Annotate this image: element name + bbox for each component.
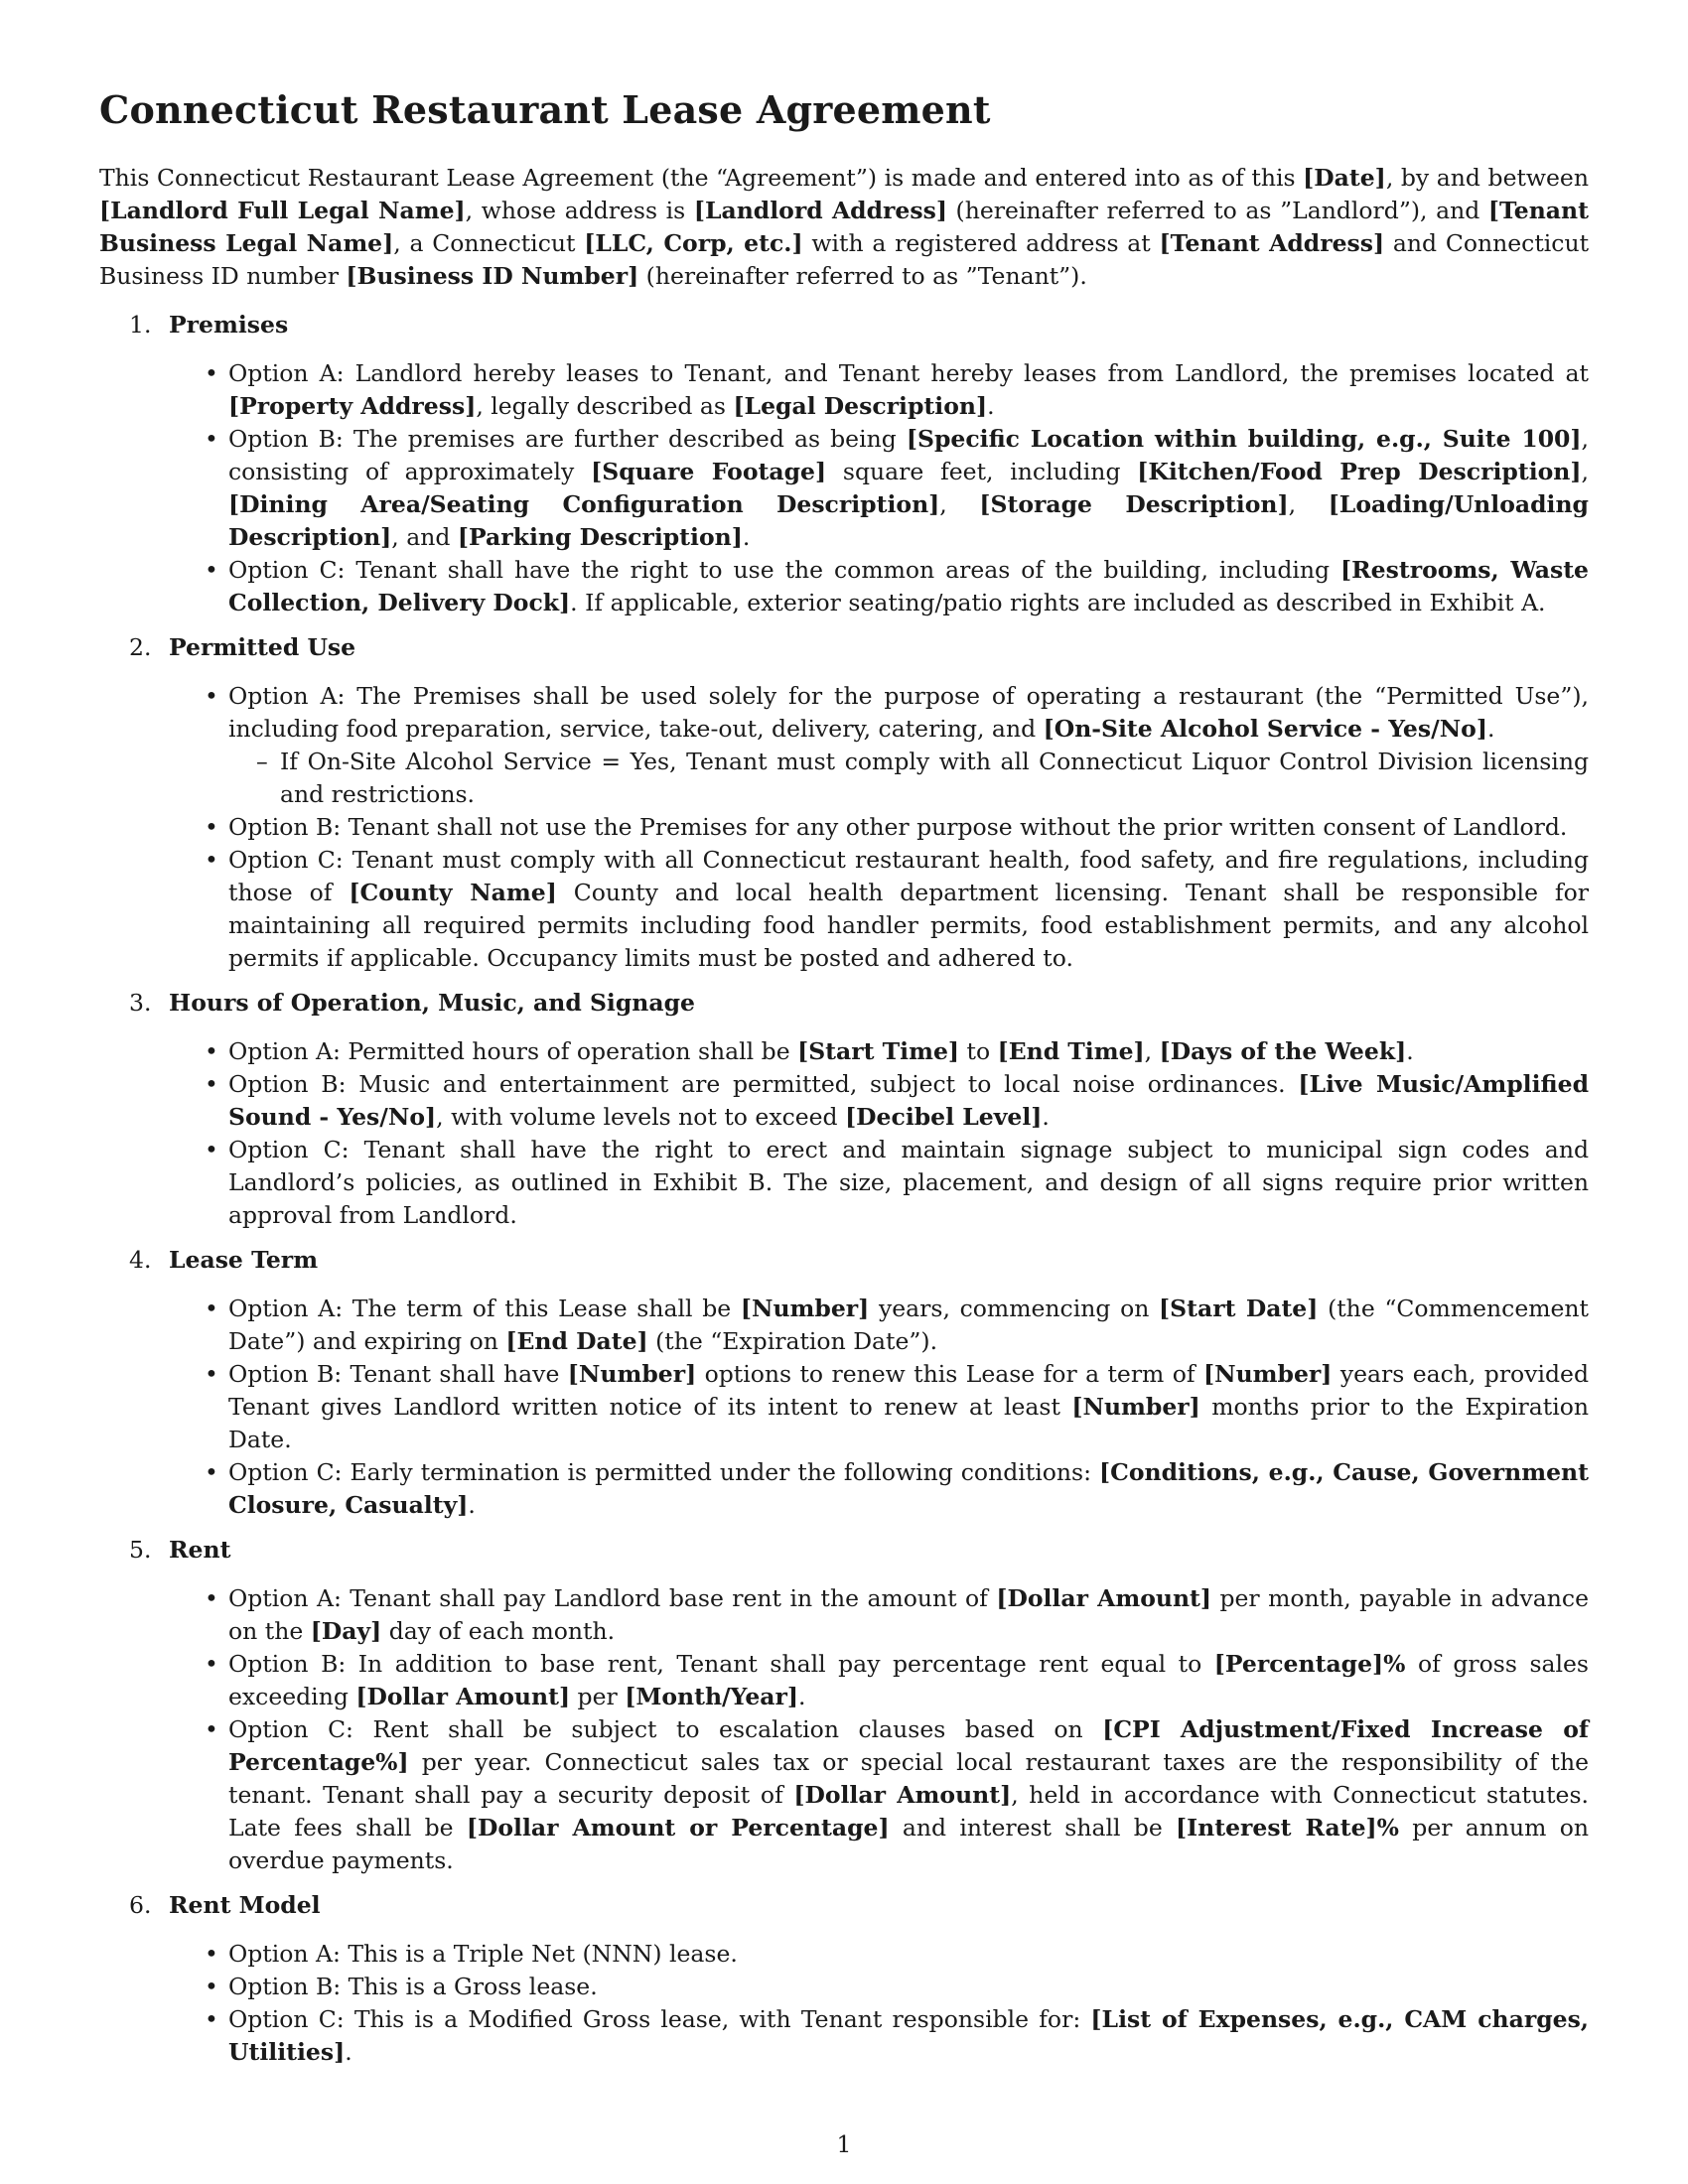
text-run: square feet, including [826,458,1138,485]
text-run: with a registered address at [802,229,1160,257]
placeholder-field: [Storage Description] [979,490,1289,518]
option-item [169,2003,1589,2069]
text-run: Option C: Tenant shall have the right to erect and maintain signage subject to municipal sign codes and Landlord’s policies, as outlined in Exhibit B. The size, placement, and design of all signs require prior written approval from Landlord. [228,1136,1589,1229]
bullet-icon: • [205,813,218,841]
text-run: per annum on overdue payments. [228,1814,1590,1874]
placeholder-field: [Square Footage] [591,458,827,485]
bullet-icon: • [205,846,218,874]
option-item [169,1648,1589,1713]
bullet-icon: • [205,1360,218,1388]
text-run: Option C: Early termination is permitted under the following conditions: [228,1458,1100,1486]
text-run: to [959,1037,998,1065]
text-run: per month, payable in advance on the [228,1584,1590,1645]
options-list [169,357,1589,619]
options-list [169,1582,1589,1877]
text-run: Option B: The premises are further described as being [228,425,907,453]
bullet-icon: • [205,1715,218,1743]
placeholder-field: [Business ID Number] [346,262,639,290]
placeholder-field: [Live Music/Amplified Sound - Yes/No] [228,1070,1589,1131]
text-run: of gross sales exceeding [228,1650,1589,1710]
section-title: Rent Model [169,1891,321,1919]
placeholder-field: [Restrooms, Waste Collection, Delivery Dock] [228,556,1589,616]
placeholder-field: [County Name] [349,879,557,906]
text-run: (the “Expiration Date”). [647,1327,938,1355]
section-item [99,1889,1589,2069]
option-item [169,1358,1589,1456]
section-title: Lease Term [169,1246,319,1274]
section-title: Rent [169,1536,231,1564]
placeholder-field: [Number] [567,1360,697,1388]
section-number: 2. [129,633,152,661]
sub-item [228,746,1589,811]
text-run: and Connecticut Business ID number [99,229,1590,290]
sections-list [99,309,1589,2069]
text-run: , by and between [1385,164,1589,192]
text-run: , consisting of approximately [228,425,1589,485]
intro-paragraph [99,162,1589,293]
placeholder-field: [Days of the Week] [1159,1037,1407,1065]
placeholder-field: [Legal Description] [733,392,988,420]
bullet-icon: • [205,1584,218,1612]
text-run: (hereinafter referred to as ”Tenant”). [638,262,1087,290]
placeholder-field: [End Date] [505,1327,648,1355]
text-run: Option B: Tenant shall not use the Premises for any other purpose without the prior written consent of Landlord. [228,813,1568,841]
placeholder-field: [Day] [310,1617,382,1645]
option-item [169,844,1589,975]
sub-list [228,746,1589,811]
placeholder-field: [Property Address] [228,392,477,420]
placeholder-field: [Dollar Amount] [355,1683,571,1710]
options-list [169,680,1589,975]
text-run: County and local health department licensing. Tenant shall be responsible for maintaining all required permits including food handler permits, food establishment permits, and any alcohol permits if applicable. Occupancy limits must be posted and adhered to. [228,879,1589,972]
placeholder-field: [Conditions, e.g., Cause, Government Closure, Casualty] [228,1458,1589,1519]
bullet-icon: • [205,1136,218,1163]
text-run: Option B: This is a Gross lease. [228,1973,598,2000]
section-item [99,987,1589,1232]
placeholder-field: [Interest Rate]% [1176,1814,1399,1842]
option-item [169,1134,1589,1232]
placeholder-field: [Parking Description] [457,523,743,551]
text-run: options to renew this Lease for a term of [696,1360,1203,1388]
text-run: , [1288,490,1329,518]
text-run: This Connecticut Restaurant Lease Agreement (the “Agreement”) is made and entered into as of this [99,164,1304,192]
placeholder-field: [Specific Location within building, e.g., Suite 100] [906,425,1582,453]
text-run: . [1406,1037,1414,1065]
text-run: . [987,392,995,420]
placeholder-field: [Tenant Address] [1159,229,1385,257]
placeholder-field: [Start Time] [797,1037,960,1065]
bullet-icon: • [205,1037,218,1065]
option-item [169,1713,1589,1877]
text-run: months prior to the Expiration Date. [228,1393,1589,1453]
text-run: , whose address is [465,197,694,224]
bullet-icon: • [205,1295,218,1322]
text-run: Option B: Tenant shall have [228,1360,568,1388]
document-page [99,87,1589,2081]
placeholder-field: [Date] [1303,164,1386,192]
placeholder-field: [Tenant Business Legal Name] [99,197,1589,257]
bullet-icon: • [205,1973,218,2000]
section-number: 4. [129,1246,152,1274]
text-run: Option C: Tenant must comply with all Connecticut restaurant health, food safety, and fire regulations, including those of [228,846,1589,906]
section-item [99,309,1589,619]
bullet-icon: • [205,1070,218,1098]
document-title: Connecticut Restaurant Lease Agreement [99,87,991,132]
section-title: Premises [169,311,289,339]
option-item [169,1456,1589,1522]
text-run: , a Connecticut [393,229,585,257]
placeholder-field: [List of Expenses, e.g., CAM charges, Utilities] [228,2005,1589,2066]
text-run: , [1144,1037,1160,1065]
section-item [99,631,1589,975]
placeholder-field: [Landlord Address] [693,197,947,224]
section-item [99,1244,1589,1522]
text-run: (hereinafter referred to as ”Landlord”), and [946,197,1488,224]
text-run: . [1042,1103,1050,1131]
text-run: , [939,490,980,518]
placeholder-field: [Decibel Level] [845,1103,1043,1131]
bullet-icon: • [205,359,218,387]
section-number: 3. [129,989,152,1017]
text-run: . [468,1491,476,1519]
option-item [169,1293,1589,1358]
placeholder-field: [Month/Year] [625,1683,799,1710]
text-run: Option A: This is a Triple Net (NNN) lease. [228,1940,738,1968]
bullet-icon: • [205,682,218,710]
text-run: . [742,523,751,551]
option-item [169,357,1589,423]
text-run: Option C: Rent shall be subject to escalation clauses based on [228,1715,1103,1743]
section-number: 5. [129,1536,152,1564]
bullet-icon: • [205,1650,218,1678]
bullet-icon: • [205,556,218,584]
options-list [169,1293,1589,1522]
text-run: . If applicable, exterior seating/patio rights are included as described in Exhibit A. [570,589,1546,616]
placeholder-field: [Landlord Full Legal Name] [99,197,466,224]
placeholder-field: [Loading/Unloading Description] [228,490,1589,551]
text-run: . [1486,715,1495,743]
placeholder-field: [Dollar Amount] [793,1781,1012,1809]
placeholder-field: [Dollar Amount] [996,1584,1212,1612]
placeholder-field: [Kitchen/Food Prep Description] [1137,458,1582,485]
option-item [169,1971,1589,2003]
text-run: day of each month. [381,1617,616,1645]
text-run: per year. Connecticut sales tax or special local restaurant taxes are the responsibility of the tenant. Tenant shall pay a security deposit of [228,1748,1589,1809]
section-number: 1. [129,311,152,339]
text-run: Option A: Permitted hours of operation shall be [228,1037,798,1065]
text-run: (the “Commencement Date”) and expiring on [228,1295,1590,1355]
text-run: . [345,2038,352,2066]
placeholder-field: [Number] [740,1295,870,1322]
section-item [99,1534,1589,1877]
placeholder-field: [Percentage]% [1213,1650,1406,1678]
placeholder-field: [Number] [1202,1360,1333,1388]
section-title: Hours of Operation, Music, and Signage [169,989,695,1017]
text-run: Option A: The Premises shall be used solely for the purpose of operating a restaurant (the “Permitted Use”), including food preparation, service, take-out, delivery, catering, and [228,682,1589,743]
option-item [169,1582,1589,1648]
placeholder-field: [Dollar Amount or Percentage] [466,1814,890,1842]
placeholder-field: [Dining Area/Seating Configuration Description] [228,490,940,518]
text-run: years each, provided Tenant gives Landlord written notice of its intent to renew at least [228,1360,1589,1421]
text-run: Option A: The term of this Lease shall be [228,1295,741,1322]
text-run: Option C: This is a Modified Gross lease, with Tenant responsible for: [228,2005,1091,2033]
bullet-icon: • [205,2005,218,2033]
placeholder-field: [CPI Adjustment/Fixed Increase of Percentage%] [228,1715,1589,1776]
bullet-icon: • [205,1940,218,1968]
page-number: 1 [836,2130,852,2158]
text-run: , with volume levels not to exceed [436,1103,846,1131]
options-list [169,1938,1589,2069]
bullet-icon: • [205,1458,218,1486]
text-run: . [798,1683,806,1710]
placeholder-field: [Number] [1071,1393,1200,1421]
text-run: and interest shall be [889,1814,1177,1842]
option-item [169,811,1589,844]
text-run: Option A: Landlord hereby leases to Tenant, and Tenant hereby leases from Landlord, the premises located at [228,359,1589,387]
text-run: Option C: Tenant shall have the right to use the common areas of the building, including [228,556,1341,584]
option-item [169,1068,1589,1134]
text-run: , held in accordance with Connecticut statutes. Late fees shall be [228,1781,1589,1842]
text-run: , [1581,458,1589,485]
option-item [169,680,1589,811]
sub-item-text: If On-Site Alcohol Service = Yes, Tenant must comply with all Connecticut Liquor Control Division licensing and restrictions. [280,748,1589,808]
bullet-icon: • [205,425,218,453]
placeholder-field: [Start Date] [1159,1295,1319,1322]
text-run: , legally described as [476,392,734,420]
option-item [169,1938,1589,1971]
text-run: years, commencing on [869,1295,1160,1322]
section-title: Permitted Use [169,633,356,661]
options-list [169,1035,1589,1232]
placeholder-field: [On-Site Alcohol Service - Yes/No] [1043,715,1487,743]
placeholder-field: [LLC, Corp, etc.] [584,229,803,257]
section-number: 6. [129,1891,152,1919]
option-item [169,423,1589,554]
text-run: , and [391,523,458,551]
dash-icon: – [256,748,268,775]
text-run: per [570,1683,626,1710]
text-run: Option A: Tenant shall pay Landlord base rent in the amount of [228,1584,997,1612]
option-item [169,554,1589,619]
text-run: Option B: Music and entertainment are permitted, subject to local noise ordinances. [228,1070,1299,1098]
text-run: Option B: In addition to base rent, Tenant shall pay percentage rent equal to [228,1650,1214,1678]
placeholder-field: [End Time] [997,1037,1145,1065]
option-item [169,1035,1589,1068]
